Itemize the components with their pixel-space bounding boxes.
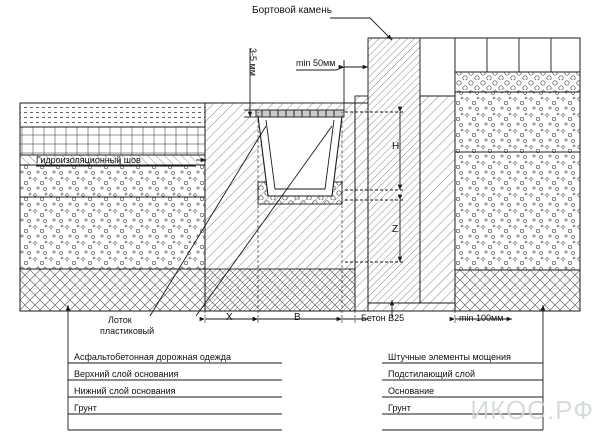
legend-left-item-0: Асфальтобетонная дорожная одежда bbox=[74, 352, 232, 362]
legend-right-item-1: Подстилающий слой bbox=[388, 369, 476, 379]
legend-left-item-1: Верхний слой основания bbox=[74, 369, 179, 379]
label-waterproof-seam: Гидроизоляционный шов bbox=[36, 155, 141, 165]
legend-right-item-0: Штучные элементы мощения bbox=[388, 352, 511, 362]
label-dim-h: H bbox=[392, 141, 400, 152]
legend-right-item-2: Основание bbox=[388, 386, 435, 396]
legend-left-item-3: Грунт bbox=[74, 403, 97, 413]
label-min-50: min 50мм bbox=[296, 58, 336, 68]
legend-right-item-3: Грунт bbox=[388, 403, 411, 413]
label-dim-x: X bbox=[226, 312, 233, 323]
legend-left-item-2: Нижний слой основания bbox=[74, 386, 176, 396]
label-min-100: min 100мм bbox=[459, 313, 504, 323]
label-curb-stone: Бортовой камень bbox=[252, 5, 332, 16]
label-gap-3-5: 3-5 мм bbox=[248, 48, 258, 76]
label-dim-z: Z bbox=[392, 224, 399, 235]
label-dim-b: B bbox=[294, 312, 301, 323]
label-plastic-tray-line2: пластиковый bbox=[100, 326, 155, 336]
label-plastic-tray-line1: Лоток bbox=[108, 315, 132, 325]
watermark: ИКОС.РФ bbox=[470, 395, 594, 425]
label-concrete-b25: Бетон В25 bbox=[361, 313, 405, 323]
